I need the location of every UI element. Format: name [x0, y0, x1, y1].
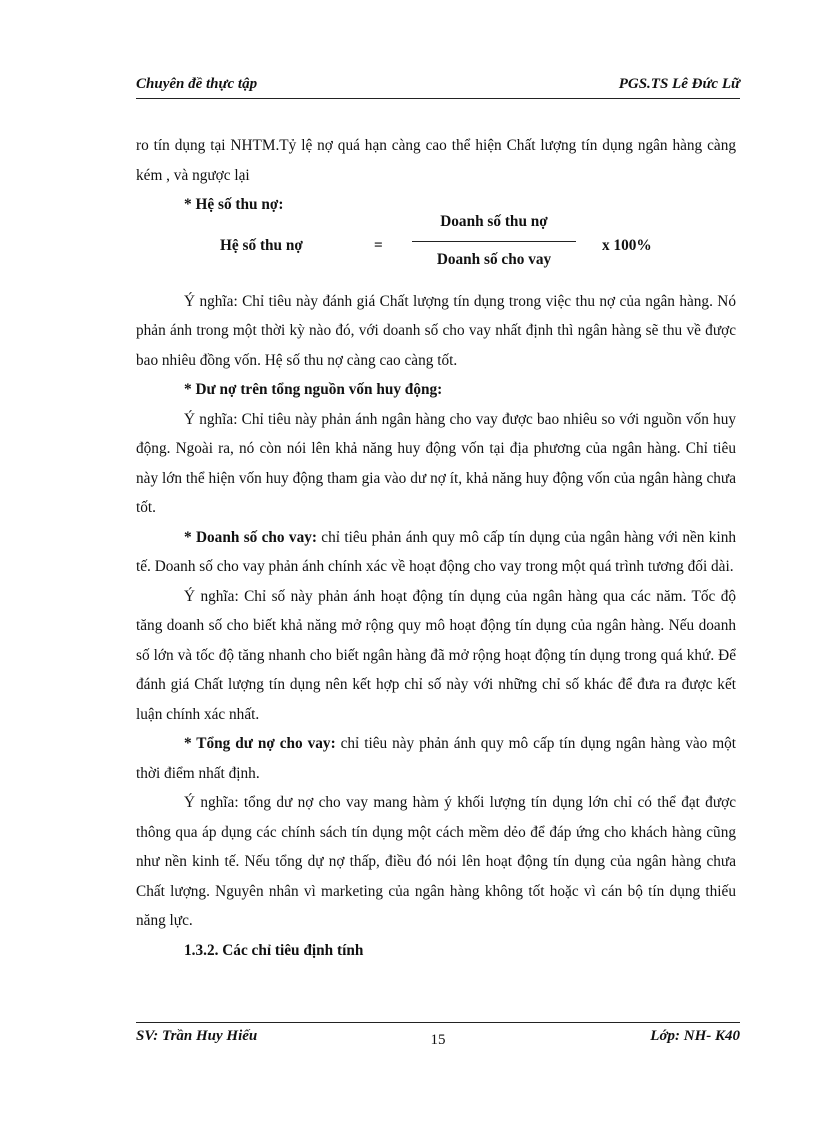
heading-debt-recovery-ratio: * Hệ số thu nợ: — [184, 196, 284, 213]
paragraph-6 — [136, 729, 736, 788]
paragraph-6-lead: * Tổng dư nợ cho vay: — [184, 735, 336, 752]
paragraph-4 — [136, 523, 736, 582]
formula-numerator: Doanh số thu nợ — [440, 212, 548, 230]
header-title: Chuyên đề thực tập — [136, 76, 258, 92]
heading-outstanding-on-funds: * Dư nợ trên tổng nguồn vốn huy động: — [184, 381, 443, 398]
paragraph-1: ro tín dụng tại NHTM.Tỷ lệ nợ quá hạn càng cao thể hiện Chất lượng tín dụng ngân hàng càng kém , và ngược lại — [136, 137, 736, 184]
footer-class: Lớp: NH- K40 — [650, 1028, 740, 1044]
page-number: 15 — [430, 1032, 446, 1048]
page-body — [136, 131, 736, 965]
formula-equals: = — [374, 236, 383, 254]
paragraph-7: Ý nghĩa: tổng dư nợ cho vay mang hàm ý khối lượng tín dụng lớn chỉ có thể đạt được thông qua áp dụng các chính sách tín dụng một cách mềm dẻo để đáp ứng cho khách hàng cũng như nền kinh tế. Nếu tổng dự nợ thấp, điều đó nói lên hoạt động tín dụng của ngân hàng chưa Chất lượng. Nguyên nhân vì marketing của ngân hàng không tốt hoặc vì cán bộ tín dụng thiếu năng lực. — [136, 794, 736, 929]
footer-student: SV: Trần Huy Hiếu — [136, 1028, 258, 1044]
heading-qualitative-indicators: 1.3.2. Các chỉ tiêu định tính — [184, 941, 364, 959]
formula-denominator: Doanh số cho vay — [436, 250, 552, 268]
header-author: PGS.TS Lê Đức Lữ — [618, 76, 740, 92]
paragraph-6-text: chỉ tiêu này phản ánh quy mô cấp tín dụng ngân hàng vào một thời điểm nhất định. — [136, 735, 736, 782]
paragraph-5: Ý nghĩa: Chỉ số này phản ánh hoạt động tín dụng của ngân hàng qua các năm. Tốc độ tăng doanh số cho biết khả năng mở rộng quy mô hoạt động tín dụng của ngân hàng. Nếu doanh số lớn và tốc độ tăng nhanh cho biết ngân hàng đã mở rộng hoạt động tín dụng trong quá khứ. Để đánh giá Chất lượng tín dụng nên kết hợp chỉ số này với những chỉ số khác để đưa ra được kết luận chính xác nhất. — [136, 587, 736, 723]
paragraph-4-text: chỉ tiêu phản ánh quy mô cấp tín dụng của ngân hàng với nền kinh tế. Doanh số cho vay phản ánh chính xác về hoạt động cho vay trong một quá trình tương đối dài. — [136, 528, 736, 575]
paragraph-2: Ý nghĩa: Chỉ tiêu này đánh giá Chất lượng tín dụng trong việc thu nợ của ngân hàng. Nó phản ánh trong một thời kỳ nào đó, với doanh số cho vay nhất định thì ngân hàng sẽ thu về được bao nhiêu đồng vốn. Hệ số thu nợ càng cao càng tốt. — [136, 292, 736, 369]
formula-fraction-bar — [412, 241, 576, 242]
formula-lhs: Hệ số thu nợ — [220, 236, 303, 254]
paragraph-4-lead: * Doanh số cho vay: — [184, 528, 317, 546]
formula-debt-recovery — [136, 212, 736, 283]
page-header — [136, 76, 740, 99]
formula-multiplier: x 100% — [602, 236, 652, 254]
page-footer — [136, 1022, 740, 1053]
paragraph-3: Ý nghĩa: Chỉ tiêu này phản ánh ngân hàng cho vay được bao nhiêu so với nguồn vốn huy động. Ngoài ra, nó còn nói lên khả năng huy động vốn tại địa phương của ngân hàng. Chỉ tiêu này lớn thể hiện vốn huy động tham gia vào dư nợ ít, khả năng huy động vốn của ngân hàng chưa tốt. — [136, 410, 736, 516]
